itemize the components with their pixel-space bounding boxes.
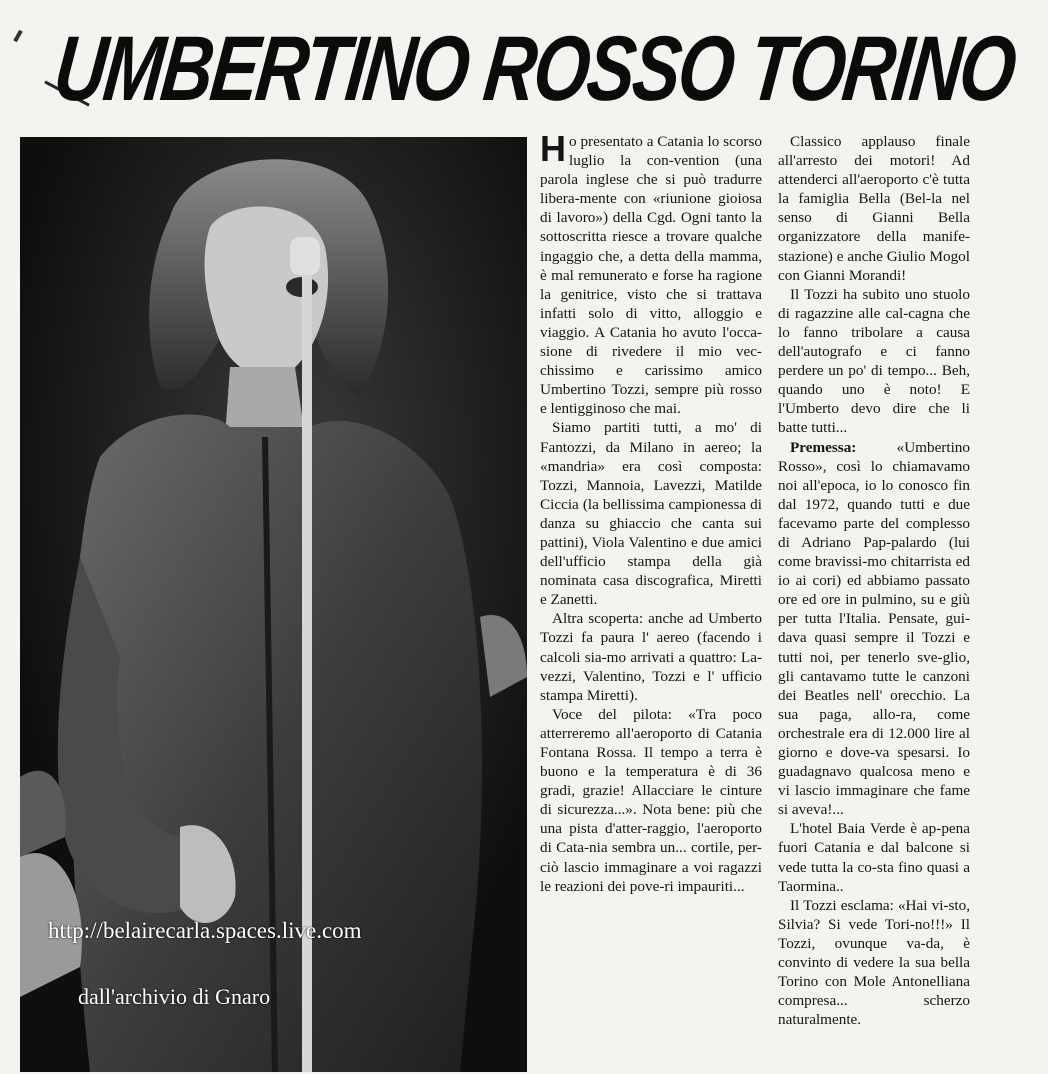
article-column-2 [778,132,970,1029]
paragraph: Il Tozzi esclama: «Hai vi-sto, Silvia? Si vede Tori-no!!!» Il Tozzi, ovunque va-da, è convinto di vedere la sua bella Torino con Mole Antonelliana compresa... scherzo naturalmente. [778,896,970,1029]
headline: UMBERTINO ROSSO TORINO [49,18,1020,120]
paragraph: Voce del pilota: «Tra poco atterreremo all'aeroporto di Catania Fontana Rossa. Il tempo a terra è buono e la temperatura è di 36 gradi, grazie! Allacciare le cinture di sicurezza...». Nota bene: più che una pista d'atter-raggio, l'aeroporto di Cata-nia sembra un... cortile, per-ciò lascio immaginare a voi ragazzi le reazioni dei pove-ri impauriti... [540,705,762,895]
paragraph: L'hotel Baia Verde è ap-pena fuori Catania e dal balcone si vede tutta la co-sta fino quasi a Taormina.. [778,820,970,895]
print-mark [13,30,22,42]
paragraph: Classico applauso finale all'arresto dei motori! Ad attenderci all'aeroporto c'è tutta la famiglia Bella (Bel-la nel senso di Gianni Bella organizzatore della manife-stazione) e anche Giulio Mogol con Gianni Morandi! [778,133,970,284]
paragraph: Altra scoperta: anche ad Umberto Tozzi fa paura l' aereo (facendo i calcoli sia-mo arrivati a quattro: La-vezzi, Valentino, Tozzi e l' ufficio stampa Miretti). [540,610,762,704]
paragraph-text: «Umbertino Rosso», così lo chiamavamo noi all'epoca, io lo conosco fin dal 1972, quando tutti e due facevamo parte del complesso di Adriano Pap-palardo (lui come bravissi-mo chitarrista ed io ai cori) ed abbiamo passato ore ed ore in pulmino, su e giù per tutta l'Italia. Pensate, gui-dava quasi sempre il Tozzi e tutti noi, per tenerlo sve-glio, gli cantavamo tutte le canzoni dei Beatles nell' orecchio. La sua paga, allo-ra, come orchestrale era di 12.000 lire al giorno e dove-va spesarsi. Io guadagnavo qualcosa meno e vi lascio immaginare che fame si aveva!... [778,438,970,819]
article-photo [20,137,527,1072]
paragraph [540,128,762,418]
paragraph-text: o presentato a Catania lo scorso luglio la con-vention (una parola inglese che si può tradurre libera-mente con «riunione gioiosa di lavoro») della Cgd. Ogni tanto la sottoscritta riesce a trovare qualche ingaggio che, a detta della mamma, è mal remunerato e forse ha ragione la genitrice, visto che si trattava infatti solo di vitto, alloggio e viaggio. A Catania ho avuto l'occa-sione di rivedere il mio vec-chissimo e carissimo amico Umbertino Tozzi, sempre più rosso e lentigginoso che mai. [540,133,762,418]
drop-cap: H [540,128,566,169]
paragraph-lead: Premessa: [790,438,857,456]
watermark-url: http://belairecarla.spaces.live.com [48,918,362,943]
watermark-archive: dall'archivio di Gnaro [78,984,271,1009]
paragraph: Il Tozzi ha subito uno stuolo di ragazzine alle cal-cagna che lo fanno tribolare a causa dell'autografo e ci fanno perdere un po' di tempo... Beh, quando uno è noto! E l'Umberto devo dire che li batte tutti... [778,285,970,437]
paragraph: Siamo partiti tutti, a mo' di Fantozzi, da Milano in aereo; la «mandria» era così composta: Tozzi, Mannoia, Lavezzi, Matilde Ciccia (la bellissima campionessa di danza su ghiaccio che canta sui pattini), Viola Valentino e due amici dell'ufficio stampa della già nominata casa discografica, Miretti e Zanetti. [540,419,762,609]
paragraph [778,438,970,820]
article-column-1 [540,128,762,896]
